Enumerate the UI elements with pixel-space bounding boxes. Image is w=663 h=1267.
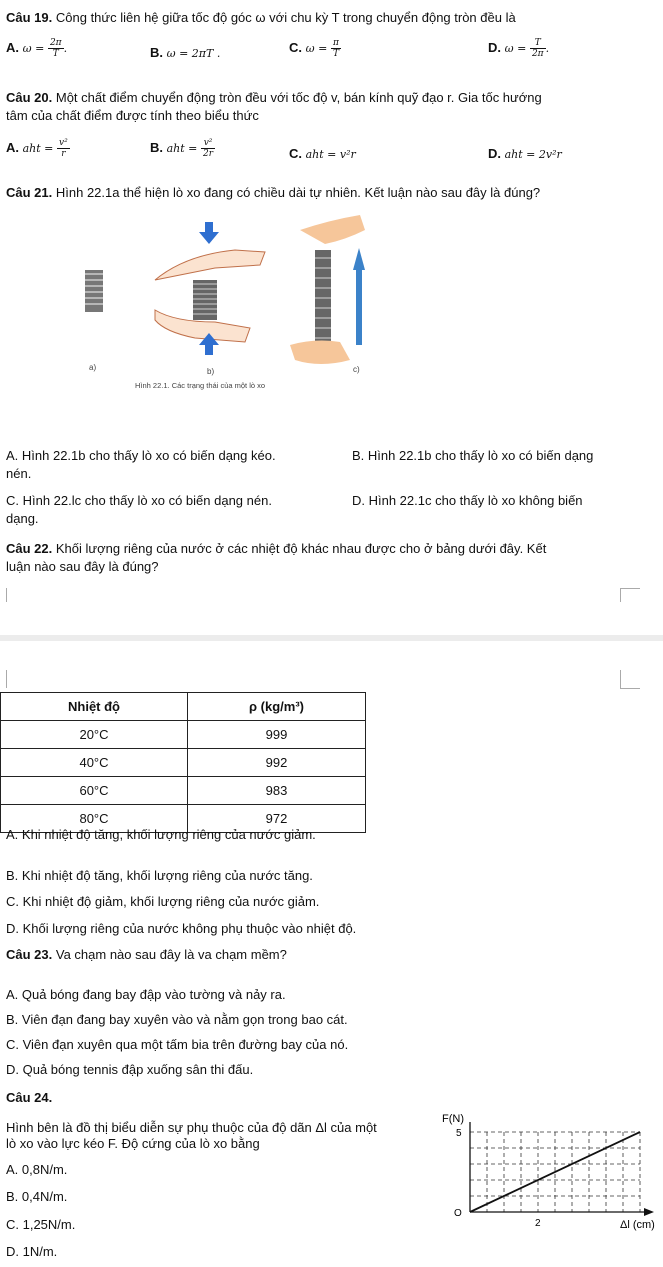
origin-label: O [454,1208,462,1219]
spring-c [290,215,365,364]
crop-mark [620,588,640,589]
fig-label-b: b) [207,367,215,376]
q22-option-d: D. Khối lượng riêng của nước không phụ thuộc vào nhiệt độ. [6,921,357,936]
q21-option-b: B. Hình 22.1b cho thấy lò xo có biến dạng [352,448,594,463]
figure-caption: Hình 22.1. Các trạng thái của một lò xo [135,381,266,390]
q20-stem-2: tâm của chất điểm được tính theo biểu thức [6,108,259,123]
fig-label-c: c) [353,365,360,374]
y-axis-label: F(N) [442,1113,464,1125]
y-tick-label: 5 [456,1128,462,1139]
q20-option-d: D. aht = 2v²r [488,146,562,161]
q22-option-b: B. Khi nhiệt độ tăng, khối lượng riêng của nước tăng. [6,868,313,883]
q24-option-d: D. 1N/m. [6,1244,58,1259]
down-arrow-icon [199,222,219,244]
q21-option-a-cont: nén. [6,466,32,481]
spring-force-chart [438,1112,660,1236]
q22-option-a: A. Khi nhiệt độ tăng, khối lượng riêng của nước giảm. [6,827,316,842]
q20-option-b: B. aht = $\frac{\text{v²}}{2r}$ [150,138,214,159]
q21-option-c: C. Hình 22.lc cho thấy lò xo có biến dạng nén. [6,493,272,508]
q21-option-c-cont: dạng. [6,511,39,526]
crop-mark [620,670,621,688]
q19-option-c: C. ω = $\frac{\pi}{T}$ [289,38,339,59]
q24-option-c: C. 1,25N/m. [6,1217,76,1232]
stretch-arrow-icon [353,248,365,270]
crop-mark [6,670,7,688]
spring-figure [75,210,385,410]
q23-option-d: D. Quả bóng tennis đập xuống sân thi đấu. [6,1062,254,1077]
q20-option-a: A. aht = $\frac{\text{v²}}{r}$ [6,138,68,159]
table-header-row [1,693,366,721]
q24-stem: Hình bên là đồ thị biểu diễn sự phụ thuộc của độ dãn Δl của một [6,1120,377,1135]
table-row: 20°C 999 [1,721,366,749]
spring-a [85,270,103,312]
q23-option-a: A. Quả bóng đang bay đập vào tường và nảy ra. [6,987,286,1002]
q23-option-b: B. Viên đạn đang bay xuyên vào và nằm gọn trong bao cát. [6,1012,348,1027]
table-row: 60°C 983 [1,777,366,805]
q21-stem: Câu 21. Hình 22.1a thể hiện lò xo đang có chiều dài tự nhiên. Kết luận nào sau đây là đúng? [6,185,541,200]
table-row: 80°C 972 [1,805,366,833]
series-line [470,1132,640,1212]
q22-stem-2: luận nào sau đây là đúng? [6,559,159,574]
q20-option-c: C. aht = v²r [289,146,356,161]
q24-stem-2: lò xo vào lực kéo F. Độ cứng của lò xo bằng [6,1136,260,1151]
table-header-temp: Nhiệt độ [1,693,188,721]
q19-text: Công thức liên hệ giữa tốc độ góc ω với chu kỳ T trong chuyển động tròn đều là [55,10,516,25]
q23-stem: Câu 23. Va chạm nào sau đây là va chạm mềm? [6,947,287,962]
crop-mark [620,688,640,689]
table-row: 40°C 992 [1,749,366,777]
q19-option-a: A. ω = $\frac{2\pi}{T}$ . [6,38,68,59]
crop-mark [620,588,621,602]
q24-option-a: A. 0,8N/m. [6,1162,68,1177]
x-axis-arrow-icon [644,1208,654,1216]
q24-option-b: B. 0,4N/m. [6,1189,68,1204]
stretch-arrow-shaft [356,270,362,345]
fig-label-a: a) [89,363,97,372]
q19-option-b: B. ω = 2πT . [150,45,221,60]
q20-stem: Câu 20. Một chất điểm chuyển động tròn đều với tốc độ v, bán kính quỹ đạo r. Gia tốc hướng [6,90,542,105]
q23-option-c: C. Viên đạn xuyên qua một tấm bia trên đường bay của nó. [6,1037,349,1052]
q24-label: Câu 24. [6,1090,53,1105]
q21-option-d: D. Hình 22.1c cho thấy lò xo không biến [352,493,583,508]
q22-option-c: C. Khi nhiệt độ giảm, khối lượng riêng của nước giảm. [6,894,320,909]
q21-option-a: A. Hình 22.1b cho thấy lò xo có biến dạng kéo. [6,448,276,463]
spring-b [155,222,265,355]
density-table [0,692,366,833]
crop-mark [6,588,7,602]
page-divider [0,635,663,641]
q19-stem [6,10,516,26]
x-tick-label: 2 [535,1218,541,1229]
q19-label: Câu 19. [6,10,53,25]
table-header-density: ρ (kg/m³) [188,693,366,721]
q19-option-d: D. ω = $\frac{T}{2\pi}$ . [488,38,550,59]
x-axis-label: Δl (cm) [620,1219,655,1231]
q22-stem: Câu 22. Khối lượng riêng của nước ở các nhiệt độ khác nhau được cho ở bảng dưới đây. Kết [6,541,547,556]
